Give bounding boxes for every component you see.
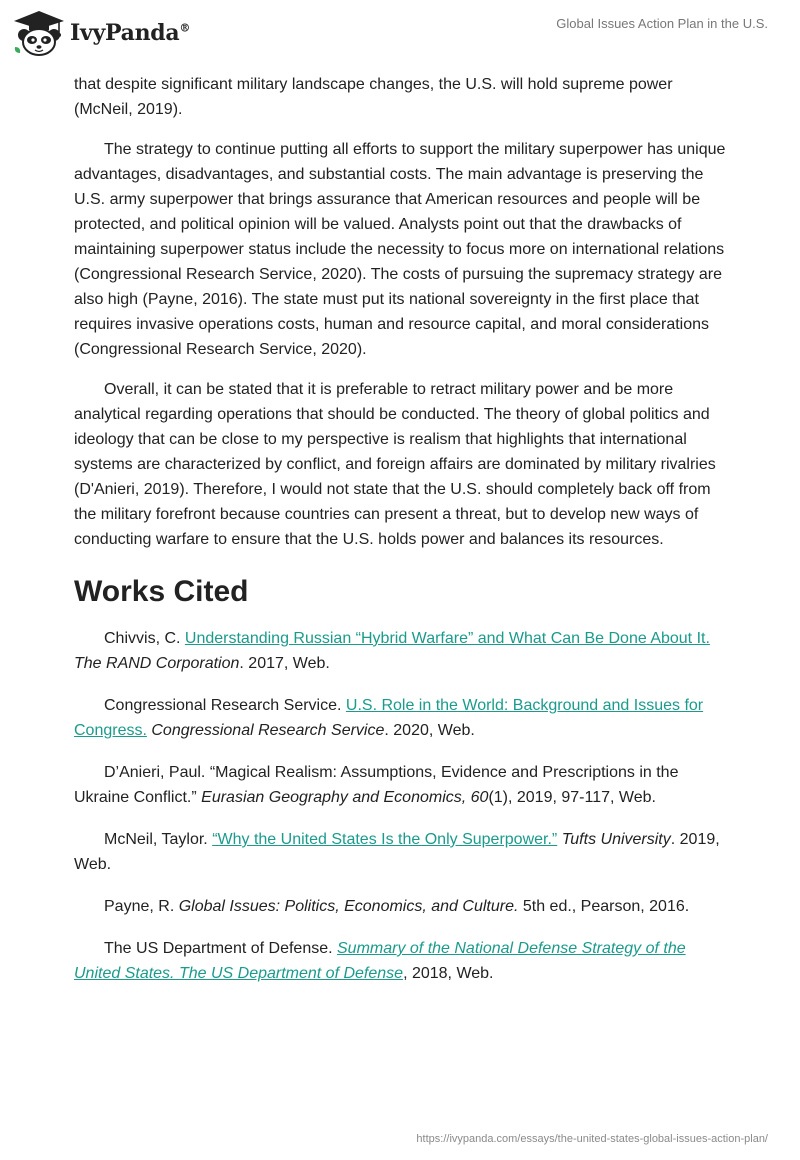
ivypanda-logo[interactable] [12, 8, 190, 58]
panda-graduate-icon [12, 9, 66, 57]
essay-content [74, 72, 726, 1003]
citation-link[interactable]: Summary of the National Defense Strategy of the United States. The US Department of Defense [74, 940, 686, 982]
citation-chivvis: Chivvis, C. Understanding Russian “Hybrid Warfare” and What Can Be Done About It. The RAND Corporation. 2017, Web. [74, 630, 710, 672]
citation-link[interactable]: U.S. Role in the World: Background and Issues for Congress. [74, 697, 704, 739]
footer-url[interactable]: https://ivypanda.com/essays/the-united-states-global-issues-action-plan/ [416, 1133, 768, 1145]
citation-payne: Payne, R. Global Issues: Politics, Economics, and Culture. 5th ed., Pearson, 2016. [104, 898, 690, 915]
citation-mcneil: McNeil, Taylor. “Why the United States Is the Only Superpower.” Tufts University. 2019, Web. [74, 831, 720, 873]
body-paragraph-1: that despite significant military landscape changes, the U.S. will hold supreme power (McNeil, 2019). [74, 76, 673, 118]
body-paragraph-2: The strategy to continue putting all efforts to support the military superpower has unique advantages, disadvantages, and substantial costs. The main advantage is preserving the U.S. army superpower that brings assurance that American resources and people will be protected, and political opinion will be valued. Analysts point out that the drawbacks of maintaining superpower status include the necessity to focus more on international relations (Congressional Research Service, 2020). The costs of pursuing the supremacy strategy are also high (Payne, 2016). The state must put its national sovereignty in the first place that requires invasive operations costs, human and resource capital, and moral considerations (Congressional Research Service, 2020). [74, 141, 726, 358]
citation-congressional: Congressional Research Service. U.S. Role in the World: Background and Issues for Congress. Congressional Research Service. 2020, Web. [74, 697, 704, 739]
citation-link[interactable]: “Why the United States Is the Only Superpower.” [212, 831, 558, 848]
works-cited-heading: Works Cited [74, 575, 249, 608]
logo-text: IvyPanda® [70, 20, 191, 46]
citation-dod: The US Department of Defense. Summary of the National Defense Strategy of the United States. The US Department of Defense, 2018, Web. [74, 940, 686, 982]
page-header [0, 0, 800, 70]
citation-link[interactable]: Understanding Russian “Hybrid Warfare” and What Can Be Done About It. [184, 630, 710, 647]
body-paragraph-3: Overall, it can be stated that it is preferable to retract military power and be more analytical regarding operations that should be conducted. The theory of global politics and ideology that can be close to my perspective is realism that highlights that international systems are characterized by conflict, and foreign affairs are dominated by military rivalries (D'Anieri, 2019). Therefore, I would not state that the U.S. should completely back off from the military forefront because countries can present a threat, but to develop new ways of conducting warfare to ensure that the U.S. holds power and balances its resources. [74, 381, 716, 548]
document-title: Global Issues Action Plan in the U.S. [556, 16, 768, 31]
citation-danieri: D’Anieri, Paul. “Magical Realism: Assumptions, Evidence and Prescriptions in the Ukraine Conflict.” Eurasian Geography and Economics, 60(1), 2019, 97-117, Web. [74, 764, 679, 806]
